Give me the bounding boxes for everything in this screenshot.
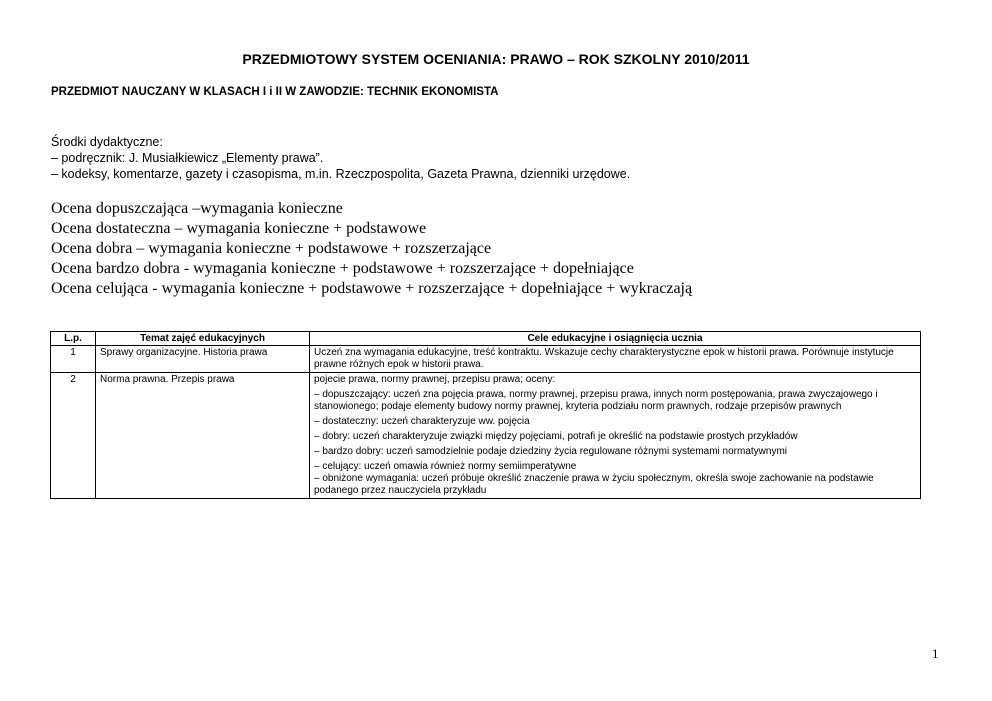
- goal-line: – obniżone wymagania: uczeń próbuje określić znaczenie prawa w życiu społecznym, określa swoje zachowanie na podstawie podanego przez nauczyciela przykładu: [314, 473, 874, 496]
- column-header-lp: L.p.: [51, 332, 96, 346]
- goal-line: – dostateczny: uczeń charakteryzuje ww. pojęcia: [314, 416, 530, 427]
- page-subtitle: PRZEDMIOT NAUCZANY W KLASACH I i II W ZAWODZIE: TECHNIK EKONOMISTA: [51, 86, 499, 98]
- teaching-aids-item: – kodeksy, komentarze, gazety i czasopisma, m.in. Rzeczpospolita, Gazeta Prawna, dzienniki urzędowe.: [51, 167, 631, 181]
- table-row: [51, 346, 921, 373]
- teaching-aids-heading: Środki dydaktyczne:: [51, 135, 163, 149]
- grade-line: Ocena dostateczna – wymagania konieczne + podstawowe: [51, 220, 427, 237]
- grade-line: Ocena dobra – wymagania konieczne + podstawowe + rozszerzające: [51, 240, 492, 257]
- column-header-topic: Temat zajęć edukacyjnych: [96, 332, 310, 346]
- requirements-table: [50, 331, 921, 499]
- grade-line: Ocena dopuszczająca –wymagania konieczne: [51, 200, 343, 217]
- page-number: 1: [932, 646, 939, 661]
- grades-section: [51, 199, 692, 299]
- grade-line: Ocena celująca - wymagania konieczne + podstawowe + rozszerzające + dopełniające + wykraczają: [51, 280, 693, 297]
- table-header-row: [51, 332, 921, 346]
- goal-line: Uczeń zna wymagania edukacyjne, treść kontraktu. Wskazuje cechy charakterystyczne epok w historii prawa. Porównuje instytucje prawne różnych epok w historii prawa.: [314, 347, 894, 370]
- row-number: 2: [51, 373, 96, 499]
- row-goals: [310, 373, 921, 499]
- table-row: [51, 373, 921, 499]
- row-topic: Norma prawna. Przepis prawa: [96, 373, 310, 499]
- column-header-goals: Cele edukacyjne i osiągnięcia ucznia: [310, 332, 921, 346]
- goal-line: – celujący: uczeń omawia również normy semiimperatywne: [314, 461, 577, 472]
- goal-line: – bardzo dobry: uczeń samodzielnie podaje dziedziny życia regulowane różnymi systemami normatywnymi: [314, 446, 787, 457]
- row-number: 1: [51, 346, 96, 373]
- goal-line: – dobry: uczeń charakteryzuje związki między pojęciami, potrafi je określić na podstawie prostych przykładów: [314, 431, 798, 442]
- grade-line: Ocena bardzo dobra - wymagania konieczne + podstawowe + rozszerzające + dopełniające: [51, 260, 634, 277]
- teaching-aids-item: – podręcznik: J. Musiałkiewicz „Elementy prawa”.: [51, 151, 324, 165]
- teaching-aids-section: [51, 134, 630, 182]
- row-goals: [310, 346, 921, 373]
- row-topic: Sprawy organizacyjne. Historia prawa: [96, 346, 310, 373]
- goal-line: – dopuszczający: uczeń zna pojęcia prawa, normy prawnej, przepisu prawa, innych norm postępowania, prawa zwyczajowego i stanowionego; podaje elementy budowy normy prawnej, kryteria podziału norm prawnych, rodzaje przepisów prawnych: [314, 389, 878, 412]
- goal-line: pojecie prawa, normy prawnej, przepisu prawa; oceny:: [314, 374, 556, 385]
- page-title: PRZEDMIOTOWY SYSTEM OCENIANIA: PRAWO – ROK SZKOLNY 2010/2011: [242, 51, 750, 67]
